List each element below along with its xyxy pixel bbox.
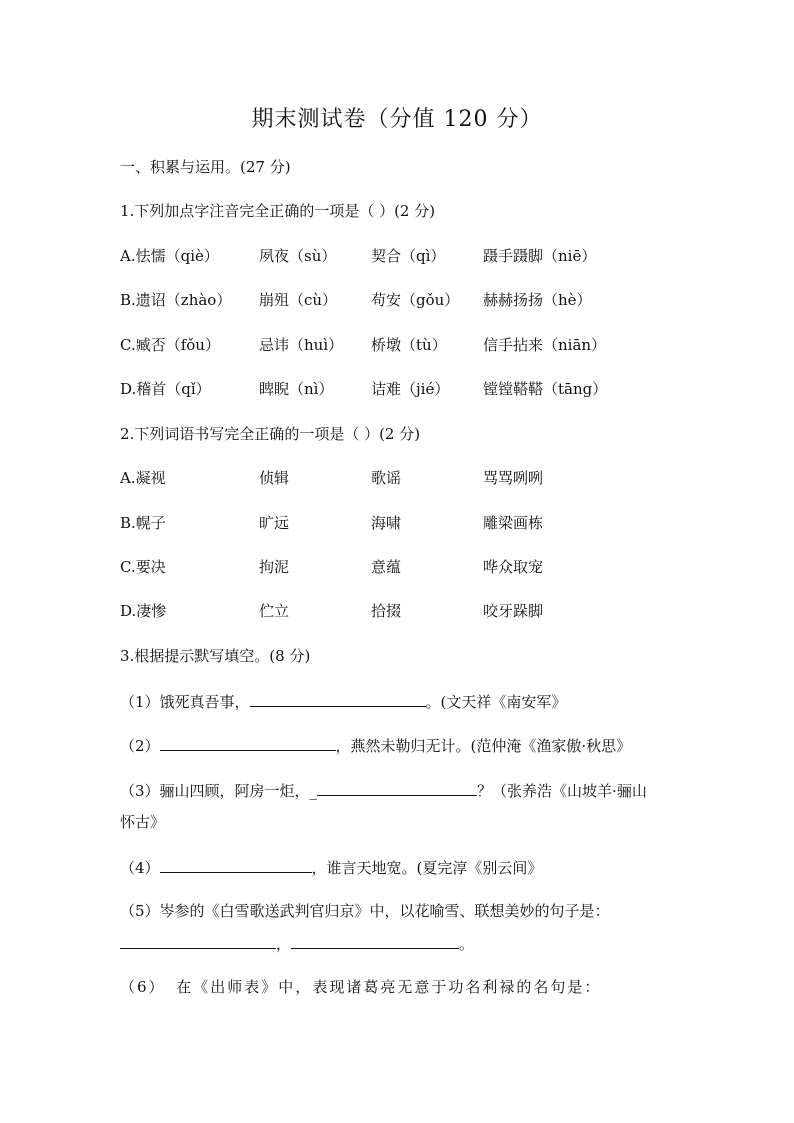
question-1-stem: 1.下列加点字注音完全正确的一项是（ ）(2 分) — [120, 202, 436, 220]
option-cell: 契合（qì） — [371, 247, 446, 265]
option-cell: 镗镗鞳鞳（tāng） — [483, 380, 608, 398]
q1-option-a — [120, 246, 680, 266]
fill-suffix: ？（张养浩《山坡羊·骊山 — [477, 782, 647, 800]
fill-item-1 — [120, 691, 566, 712]
answer-blank[interactable] — [160, 857, 312, 873]
option-cell: 骂骂咧咧 — [483, 469, 544, 487]
option-cell: D.凄惨 — [120, 602, 167, 620]
option-cell: 信手拈来（niān） — [483, 336, 607, 354]
q1-option-d — [120, 379, 680, 399]
fill-item-6: （6） 在《出师表》中，表现诸葛亮无意于功名利禄的名句是： — [120, 978, 602, 996]
option-cell: D.稽首（qǐ） — [120, 380, 211, 398]
page-title: 期末测试卷（分值 120 分） — [251, 107, 543, 132]
option-cell: 苟安（gǒu） — [371, 291, 460, 309]
fill-item-3-continued: 怀古》 — [120, 813, 166, 831]
option-cell: 夙夜（sù） — [259, 247, 337, 265]
fill-item-2 — [120, 735, 631, 756]
q2-option-a — [120, 468, 680, 488]
q2-option-d — [120, 601, 680, 621]
answer-blank[interactable] — [291, 933, 459, 949]
fill-item-5: （5）岑参的《白雪歌送武判官归京》中，以花喻雪、联想美妙的句子是： — [120, 902, 610, 920]
fill-item-4 — [120, 857, 542, 878]
option-cell: 哗众取宠 — [483, 558, 544, 576]
fill-prefix: （2） — [120, 737, 160, 755]
option-cell: A.凝视 — [120, 469, 166, 487]
option-cell: 忌讳（huì） — [259, 336, 344, 354]
option-cell: 海啸 — [371, 514, 402, 532]
option-cell: 歌谣 — [371, 469, 402, 487]
question-2-stem: 2.下列词语书写完全正确的一项是（ ）(2 分) — [120, 425, 421, 443]
option-cell: 桥墩（tù） — [371, 336, 447, 354]
option-cell: 旷远 — [259, 514, 290, 532]
q1-option-b — [120, 290, 680, 310]
option-cell: 拘泥 — [259, 558, 290, 576]
option-cell: 意蕴 — [371, 558, 402, 576]
answer-blank[interactable] — [317, 780, 477, 796]
q1-option-c — [120, 335, 680, 355]
option-cell: 睥睨（nì） — [259, 380, 334, 398]
answer-blank[interactable] — [120, 933, 276, 949]
fill-item-5-answers — [120, 933, 474, 954]
answer-blank[interactable] — [160, 735, 336, 751]
fill-suffix: 。(文天祥《南安军》 — [425, 693, 567, 711]
option-cell: 拾掇 — [371, 602, 402, 620]
option-cell: 侦辑 — [259, 469, 290, 487]
fill-suffix: ，谁言天地宽。(夏完淳《别云间》 — [311, 859, 543, 877]
option-cell: 雕梁画栋 — [483, 514, 544, 532]
option-cell: B.遗诏（zhào） — [120, 291, 232, 309]
option-cell: 蹑手蹑脚（niē） — [483, 247, 597, 265]
option-cell: 崩殂（cù） — [259, 291, 338, 309]
question-3-stem: 3.根据提示默写填空。(8 分) — [120, 647, 311, 665]
option-cell: A.怯懦（qiè） — [120, 247, 219, 265]
option-cell: 伫立 — [259, 602, 290, 620]
fill-suffix: ，燕然未勒归无计。(范仲淹《渔家傲·秋思》 — [335, 737, 632, 755]
fill-prefix: （1）饿死真吾事， — [120, 693, 250, 711]
option-cell: 诘难（jié） — [371, 380, 450, 398]
option-cell: 咬牙跺脚 — [483, 602, 544, 620]
blank-separator: ， — [276, 935, 292, 953]
section-heading: 一、积累与运用。(27 分) — [120, 158, 291, 176]
answer-blank[interactable] — [250, 691, 426, 707]
fill-prefix: （3）骊山四顾，阿房一炬，_ — [120, 782, 318, 800]
option-cell: 赫赫扬扬（hè） — [483, 291, 592, 309]
q2-option-b — [120, 513, 680, 533]
option-cell: C.要决 — [120, 558, 166, 576]
option-cell: B.幌子 — [120, 514, 166, 532]
fill-item-3 — [120, 780, 647, 801]
fill-prefix: （4） — [120, 859, 160, 877]
blank-end: 。 — [459, 935, 475, 953]
option-cell: C.臧否（fǒu） — [120, 336, 220, 354]
q2-option-c — [120, 557, 680, 577]
